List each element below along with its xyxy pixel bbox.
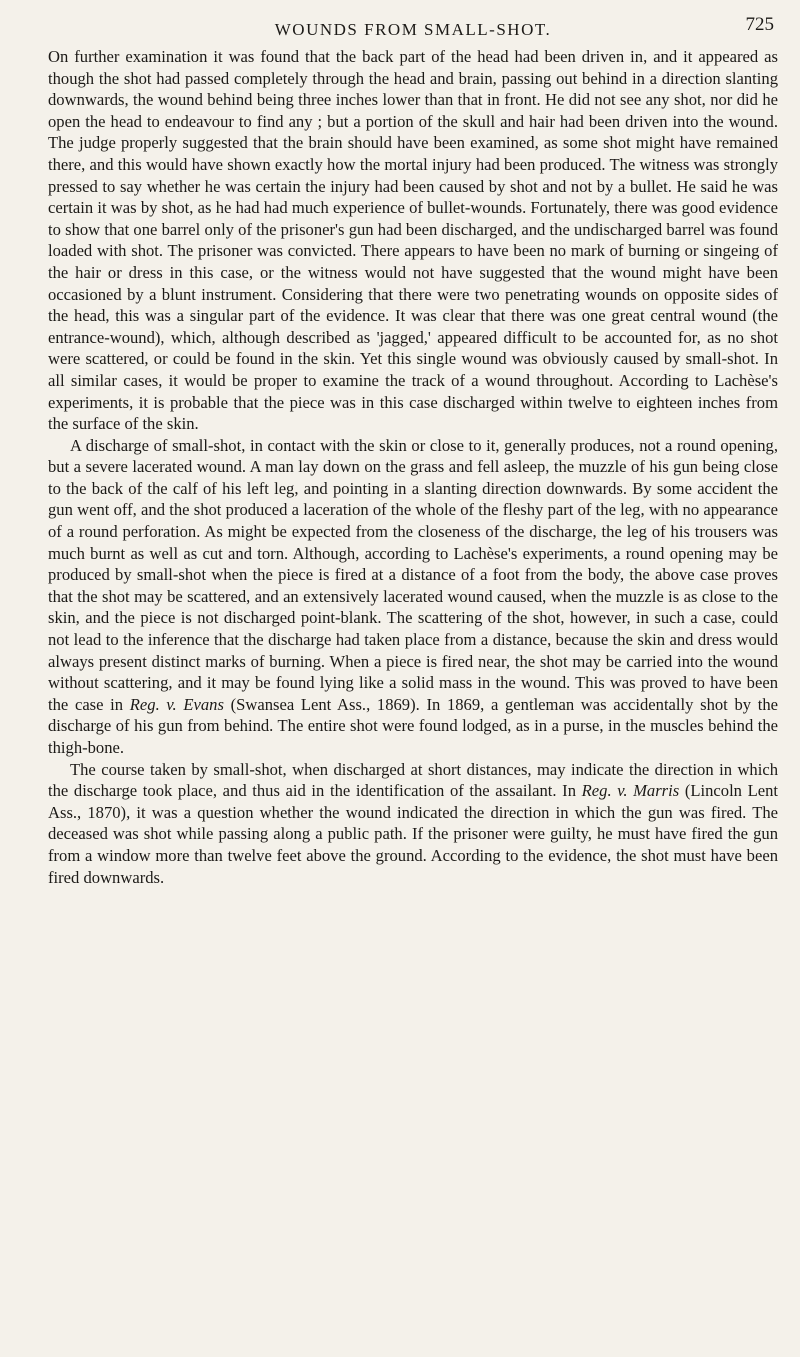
body-text [48, 46, 778, 888]
page-header [48, 6, 778, 46]
paragraph-3-text-b: (Lincoln Lent Ass., 1870), it was a question whether the wound indicated the direction in which the gun was fired. The deceased was shot while passing along a public path. If the prisoner were guilty, he must have fired the gun from a window more than twelve feet above the ground. According to the evidence, the shot must have been fired downwards. [48, 781, 779, 887]
paragraph-3 [48, 759, 778, 889]
running-head: WOUNDS FROM SMALL-SHOT. [274, 20, 552, 39]
paragraph-3-text-a: The course taken by small-shot, when discharged at short distances, may indicate the direction in which the discharge took place, and thus aid in the identification of the assailant. In [48, 759, 778, 801]
paragraph-1 [48, 46, 778, 435]
paragraph-2 [48, 435, 778, 759]
case-citation-marris: Reg. v. Marris [581, 781, 680, 801]
case-citation-evans: Reg. v. Evans [129, 694, 224, 714]
paragraph-2-text-b: (Swansea Lent Ass., 1869). In 1869, a gentleman was accidentally shot by the discharge of his gun from behind. The entire shot were found lodged, as in a purse, in the muscles behind the thigh-bone. [48, 694, 779, 757]
paragraph-1-text: On further examination it was found that the back part of the head had been driven in, and it appeared as though the shot had passed completely through the head and brain, passing out behind in a direction slanting downwards, the wound behind being three inches lower than that in front. He did not see any shot, nor did he open the head to endeavour to find any ; but a portion of the skull and hair had been driven into the wound. The judge properly suggested that the brain should have been examined, as some shot might have remained there, and this would have shown exactly how the mortal injury had been produced. The witness was strongly pressed to say whether he was certain the injury had been caused by shot and not by a bullet. He said he was certain it was by shot, as he had had much experience of bullet-wounds. Fortunately, there was good evidence to show that one barrel only of the prisoner's gun had been discharged, and the undischarged barrel was found loaded with shot. The prisoner was convicted. There appears to have been no mark of burning or singeing of the hair or dress in this case, or the witness would not have suggested that the wound might have been occasioned by a blunt instrument. Considering that there were two penetrating wounds on opposite sides of the head, this was a singular part of the evidence. It was clear that there was one great central wound (the entrance-wound), which, although described as 'jagged,' appeared difficult to be accounted for, as no shot were scattered, or could be found in the skin. Yet this single wound was obviously caused by small-shot. In all similar cases, it would be proper to examine the track of a wound throughout. According to Lachèse's experiments, it is probable that the piece was in this case discharged within twelve to eighteen inches from the surface of the skin. [48, 47, 778, 434]
page-number: 725 [745, 14, 774, 35]
paragraph-2-text-a: A discharge of small-shot, in contact with the skin or close to it, generally produces, not a round opening, but a severe lacerated wound. A man lay down on the grass and fell asleep, the muzzle of his gun being close to the back of the calf of his left leg, and pointing in a slanting direction downwards. By some accident the gun went off, and the shot produced a laceration of the whole of the fleshy part of the leg, with no appearance of a round perforation. As might be expected from the closeness of the discharge, the leg of his trousers was much burnt as well as cut and torn. Although, according to Lachèse's experiments, a round opening may be produced by small-shot when the piece is fired at a distance of a foot from the body, the above case proves that the shot may be scattered, and an extensively lacerated wound caused, when the muzzle is as close to the skin, and the piece is not discharged point-blank. The scattering of the shot, however, in such a case, could not lead to the inference that the discharge had taken place from a distance, because the skin and dress would always present distinct marks of burning. When a piece is fired near, the shot may be carried into the wound without scattering, and it may be found lying like a solid mass in the wound. This was proved to have been the case in [48, 435, 778, 714]
